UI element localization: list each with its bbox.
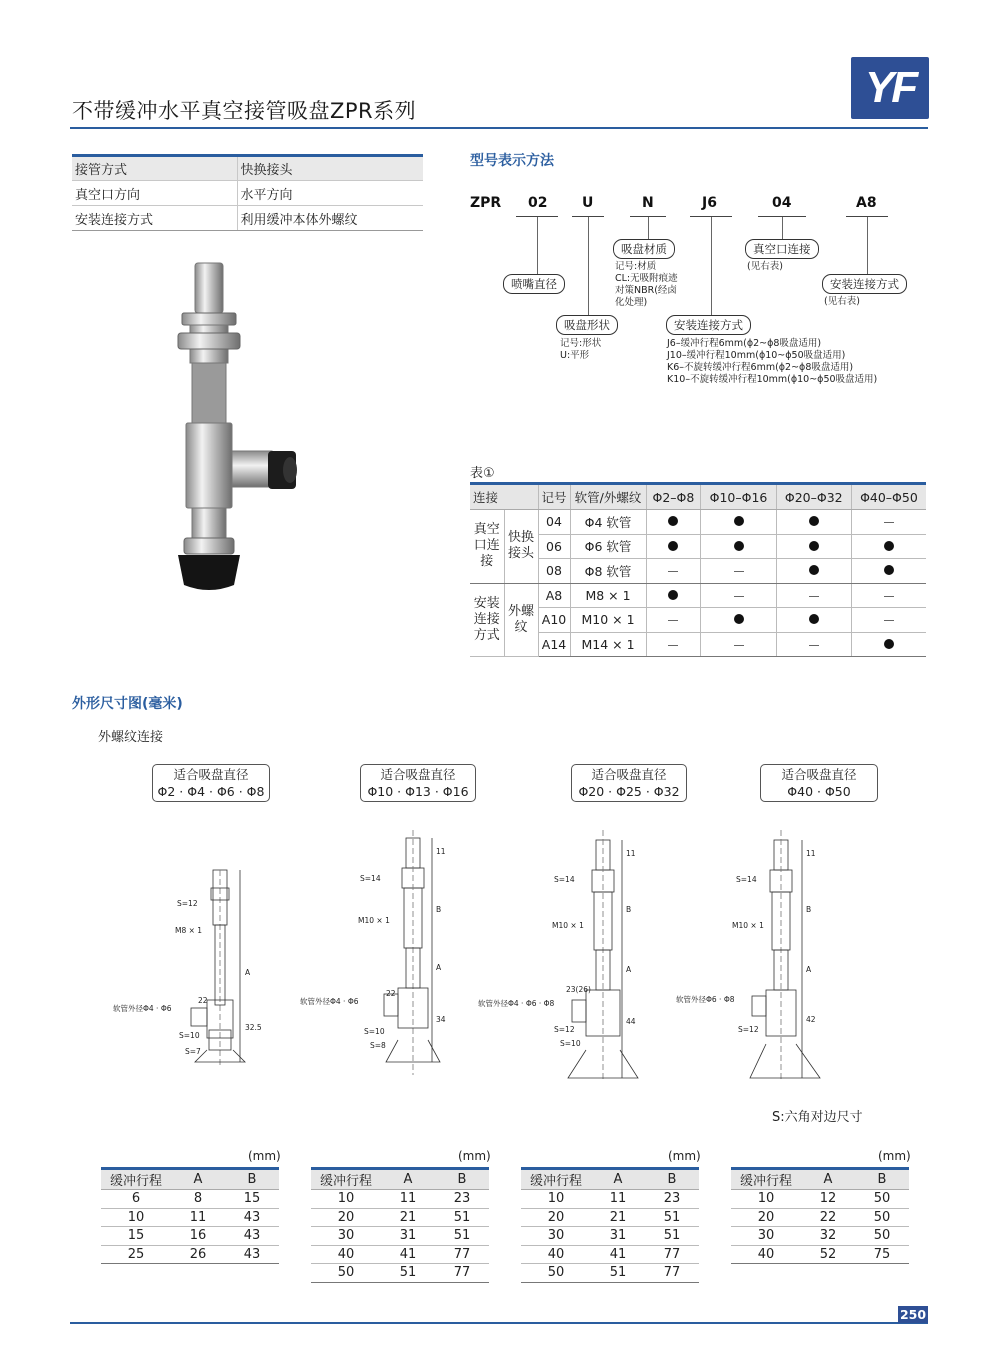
label-nozzle: 喷嘴直径	[503, 274, 565, 294]
page-number: 250	[899, 1307, 927, 1322]
note-mount: J6–缓冲行程6mm(ϕ2~ϕ8吸盘适用) J10–缓冲行程10mm(ϕ10~ϕ50吸盘适用) K6–不旋转缓冲行程6mm(ϕ2~ϕ8吸盘适用) K10–不旋转缓冲行程10mm(ϕ10~ϕ50吸盘适用)	[667, 338, 878, 385]
label-width: 22	[386, 989, 396, 998]
connector-line	[648, 217, 649, 239]
table-row: 30 31 51	[311, 1227, 489, 1246]
stroke-table	[101, 1167, 279, 1264]
note-shape: 记号:形状 U:平形	[560, 338, 602, 361]
table-row: 40 41 77	[521, 1245, 699, 1264]
label-s-top: S=14	[360, 874, 381, 883]
label-height: 32.5	[245, 1023, 262, 1032]
label-height: 34	[436, 1015, 446, 1024]
table-row: 真空口连接 快换接头 04 Φ4 软管	[470, 510, 926, 535]
available-dot-icon	[668, 516, 678, 526]
suit-box: 适合吸盘直径 Φ20 · Φ25 · Φ32	[571, 764, 687, 802]
table-row: 10 12 50	[731, 1190, 909, 1209]
label-hose: 软管外径Φ6 · Φ8	[676, 995, 735, 1004]
label-vac-port: 真空口连接	[745, 239, 819, 259]
page-title: 不带缓冲水平真空接管吸盘ZPR系列	[72, 99, 417, 123]
connector-line	[711, 217, 712, 315]
dimensions-section-title: 外形尺寸图(毫米)	[72, 696, 183, 712]
table-row: 6 8 15	[101, 1190, 279, 1209]
unavailable-dash-icon	[734, 571, 744, 572]
footer-divider	[70, 1322, 928, 1324]
code-vac-port: 04	[772, 195, 792, 211]
stroke-table	[731, 1167, 909, 1264]
dimension-drawing-2	[300, 830, 475, 1080]
table-header: 缓冲行程 A B	[101, 1169, 279, 1190]
table-row: 40 41 77	[311, 1245, 489, 1264]
available-dot-icon	[809, 565, 819, 575]
table-row: 40 52 75	[731, 1245, 909, 1264]
spec-row: 真空口方向 水平方向	[72, 181, 423, 206]
code-mount: J6	[702, 195, 717, 211]
label-top: 11	[626, 849, 636, 858]
connector-line	[867, 217, 868, 274]
available-dot-icon	[668, 590, 678, 600]
table-row: 安装连接方式 外螺纹 A8 M8 × 1	[470, 583, 926, 608]
code-material: N	[642, 195, 654, 211]
label-dim-a: A	[436, 963, 442, 972]
suit-box: 适合吸盘直径 Φ40 · Φ50	[760, 764, 878, 802]
table-row: 30 31 51	[521, 1227, 699, 1246]
brand-logo: YF	[851, 57, 929, 119]
code-series: ZPR	[470, 195, 502, 211]
label-s-top: S=14	[554, 875, 575, 884]
label-width: 23(26)	[566, 985, 591, 994]
available-dot-icon	[884, 541, 894, 551]
table-header: 缓冲行程 A B	[731, 1169, 909, 1190]
label-shape: 吸盘形状	[556, 315, 618, 335]
label-mount-a: 安装连接方式	[822, 274, 907, 294]
spec-row: 接管方式 快换接头	[72, 156, 423, 181]
available-dot-icon	[809, 516, 819, 526]
label-hose: 软管外径Φ4 · Φ6	[300, 997, 359, 1006]
label-hose: 软管外径Φ4 · Φ6	[113, 1004, 172, 1013]
label-s1: S=10	[179, 1031, 200, 1040]
dimension-drawing-3	[478, 830, 658, 1085]
label-s2: S=8	[370, 1041, 386, 1050]
connector-line	[588, 217, 589, 315]
table-row: 10 11 23	[311, 1190, 489, 1209]
label-thread: M10 × 1	[552, 921, 584, 930]
unavailable-dash-icon	[884, 522, 894, 523]
available-dot-icon	[734, 541, 744, 551]
unavailable-dash-icon	[668, 645, 678, 646]
table-header: 缓冲行程 A B	[521, 1169, 699, 1190]
label-material: 吸盘材质	[613, 239, 675, 259]
label-s2: S=10	[560, 1039, 581, 1048]
label-thread: M8 × 1	[175, 926, 203, 935]
label-mount: 安装连接方式	[666, 315, 751, 335]
table-row: 20 21 51	[521, 1208, 699, 1227]
label-s-top: S=14	[736, 875, 757, 884]
connector-line	[782, 217, 783, 239]
table-row: 10 11 23	[521, 1190, 699, 1209]
label-dim-b: B	[436, 905, 442, 914]
available-dot-icon	[809, 541, 819, 551]
table-row: 30 32 50	[731, 1227, 909, 1246]
unavailable-dash-icon	[809, 596, 819, 597]
label-top: 11	[436, 847, 446, 856]
connector-line	[537, 217, 538, 274]
unit-label: (mm)	[458, 1149, 491, 1163]
suit-box: 适合吸盘直径 Φ2 · Φ4 · Φ6 · Φ8	[152, 764, 270, 802]
label-height: 44	[626, 1017, 636, 1026]
table-row: 20 21 51	[311, 1208, 489, 1227]
available-dot-icon	[809, 614, 819, 624]
label-s1: S=12	[554, 1025, 575, 1034]
label-height: 42	[806, 1015, 816, 1024]
table-row: 10 11 43	[101, 1208, 279, 1227]
suit-box: 适合吸盘直径 Φ10 · Φ13 · Φ16	[360, 764, 476, 802]
spec-row: 安装连接方式 利用缓冲本体外螺纹	[72, 206, 423, 231]
unavailable-dash-icon	[884, 620, 894, 621]
unit-label: (mm)	[248, 1149, 281, 1163]
label-s1: S=12	[738, 1025, 759, 1034]
table-row: 06 Φ6 软管	[470, 534, 926, 559]
available-dot-icon	[668, 541, 678, 551]
table-row: A14 M14 × 1	[470, 632, 926, 657]
code-shape: U	[582, 195, 594, 211]
dimension-drawing-4	[670, 830, 850, 1085]
code-nozzle: 02	[528, 195, 548, 211]
label-s1: S=10	[364, 1027, 385, 1036]
label-thread: M10 × 1	[732, 921, 764, 930]
table-header: 缓冲行程 A B	[311, 1169, 489, 1190]
note-mount-a: (见右表)	[824, 296, 860, 307]
code-mount-a: A8	[856, 195, 877, 211]
stroke-table	[521, 1167, 699, 1283]
label-dim-b: B	[806, 905, 812, 914]
label-dim-b: B	[626, 905, 632, 914]
table-row: A10 M10 × 1	[470, 608, 926, 633]
product-photo	[170, 255, 340, 595]
unavailable-dash-icon	[734, 645, 744, 646]
unavailable-dash-icon	[668, 571, 678, 572]
available-dot-icon	[734, 516, 744, 526]
hex-note: S:六角对边尺寸	[772, 1110, 863, 1125]
note-vac-port: (见右表)	[747, 261, 783, 272]
available-dot-icon	[884, 639, 894, 649]
table-header: 连接 记号 软管/外螺纹 Φ2–Φ8 Φ10–Φ16 Φ20–Φ32 Φ40–Φ50	[470, 484, 926, 510]
label-width: 22	[198, 996, 208, 1005]
stroke-table	[311, 1167, 489, 1283]
model-section-title: 型号表示方法	[470, 153, 554, 169]
table-row: 20 22 50	[731, 1208, 909, 1227]
label-thread: M10 × 1	[358, 916, 390, 925]
dimensions-subtitle: 外螺纹连接	[98, 730, 164, 745]
table-row: 25 26 43	[101, 1245, 279, 1264]
unavailable-dash-icon	[734, 596, 744, 597]
table1-caption: 表①	[470, 466, 495, 481]
unit-label: (mm)	[668, 1149, 701, 1163]
connection-table	[470, 482, 926, 657]
unavailable-dash-icon	[668, 620, 678, 621]
dimension-drawing-1	[95, 830, 280, 1070]
available-dot-icon	[734, 614, 744, 624]
unavailable-dash-icon	[809, 645, 819, 646]
note-material: 记号:材质 CL:无吸附痕迹 对策NBR(经卤 化处理)	[615, 261, 678, 308]
unavailable-dash-icon	[884, 596, 894, 597]
label-s-top: S=12	[177, 899, 198, 908]
table-row: 15 16 43	[101, 1227, 279, 1246]
available-dot-icon	[884, 565, 894, 575]
label-top: 11	[806, 849, 816, 858]
table-row: 50 51 77	[521, 1264, 699, 1283]
label-dim-a: A	[626, 965, 632, 974]
table-row: 08 Φ8 软管	[470, 559, 926, 584]
label-dim-a: A	[806, 965, 812, 974]
spec-table	[72, 154, 423, 231]
label-hose: 软管外径Φ4 · Φ6 · Φ8	[478, 999, 555, 1008]
label-dim-a: A	[245, 968, 251, 977]
label-s2: S=7	[185, 1047, 201, 1056]
unit-label: (mm)	[878, 1149, 911, 1163]
title-divider	[70, 127, 928, 129]
table-row: 50 51 77	[311, 1264, 489, 1283]
